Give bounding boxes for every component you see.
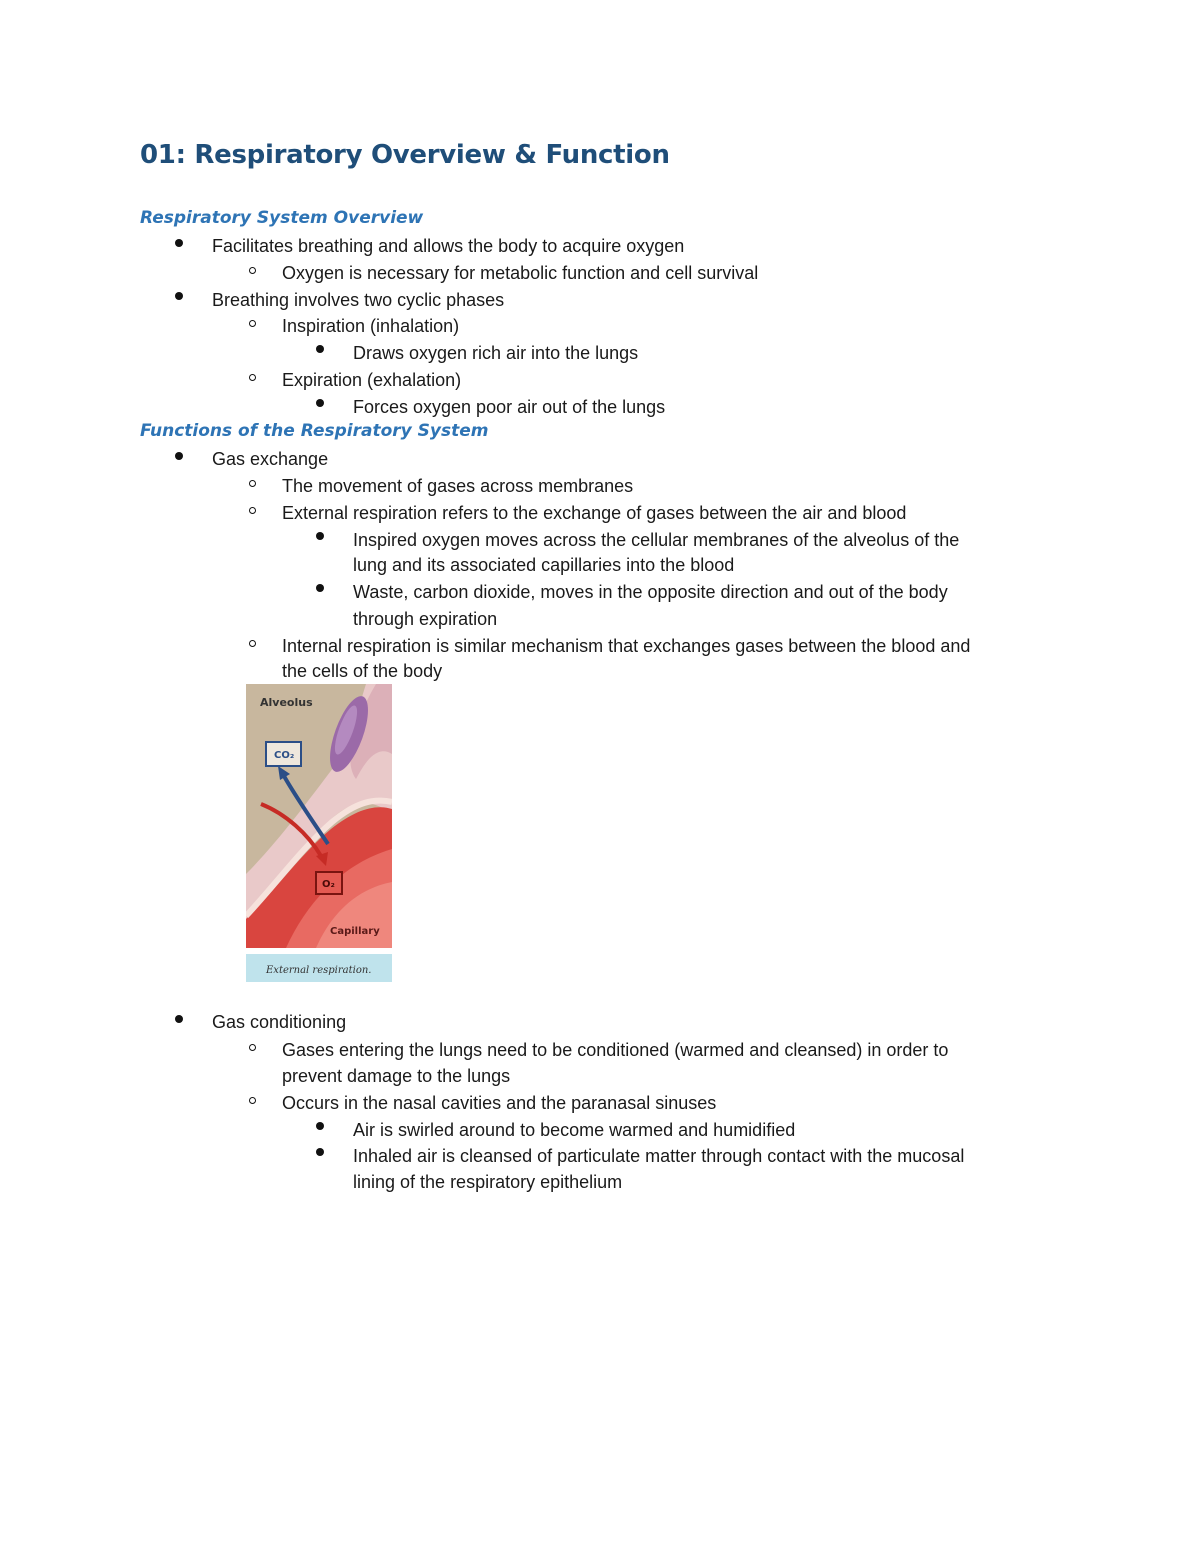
bullet-icon [175, 1015, 183, 1023]
alveolus-label: Alveolus [260, 696, 313, 709]
list-item: Gases entering the lungs need to be conditioned (warmed and cleansed) in order to [282, 1040, 949, 1060]
circle-bullet-icon [249, 320, 256, 327]
bullet-icon [175, 239, 183, 247]
circle-bullet-icon [249, 1044, 256, 1051]
list-item-continued: the cells of the body [282, 661, 443, 681]
list-item: Facilitates breathing and allows the body to acquire oxygen [212, 236, 685, 256]
external-respiration-figure [246, 684, 392, 982]
list-item: Forces oxygen poor air out of the lungs [353, 397, 666, 417]
co2-label: CO₂ [274, 750, 295, 761]
list-item-continued: lung and its associated capillaries into the blood [353, 555, 735, 575]
bullet-icon [316, 584, 324, 592]
list-item: Gas exchange [212, 449, 329, 469]
page-title: 01: Respiratory Overview & Function [140, 140, 670, 170]
figure-caption: External respiration. [266, 965, 372, 976]
list-item-continued: prevent damage to the lungs [282, 1066, 511, 1086]
circle-bullet-icon [249, 374, 256, 381]
section-heading-overview: Respiratory System Overview [140, 208, 424, 228]
list-item-continued: lining of the respiratory epithelium [353, 1172, 623, 1192]
list-item: External respiration refers to the exchange of gases between the air and blood [282, 503, 907, 523]
circle-bullet-icon [249, 1097, 256, 1104]
list-item: Occurs in the nasal cavities and the paranasal sinuses [282, 1093, 717, 1113]
list-item: Inspired oxygen moves across the cellular membranes of the alveolus of the [353, 530, 960, 550]
list-item: Expiration (exhalation) [282, 370, 462, 390]
list-item: Oxygen is necessary for metabolic function and cell survival [282, 263, 759, 283]
o2-label: O₂ [322, 879, 335, 890]
bullet-icon [175, 292, 183, 300]
list-item: Draws oxygen rich air into the lungs [353, 343, 639, 363]
circle-bullet-icon [249, 507, 256, 514]
list-item-continued: through expiration [353, 609, 498, 629]
bullet-icon [316, 532, 324, 540]
bullet-icon [316, 399, 324, 407]
bullet-icon [316, 1122, 324, 1130]
bullet-icon [316, 1148, 324, 1156]
list-item: Breathing involves two cyclic phases [212, 290, 505, 310]
capillary-label: Capillary [330, 926, 380, 937]
list-item: Inhaled air is cleansed of particulate matter through contact with the mucosal [353, 1146, 965, 1166]
list-item: Gas conditioning [212, 1012, 347, 1032]
list-item: Waste, carbon dioxide, moves in the opposite direction and out of the body [353, 582, 948, 602]
section-heading-functions: Functions of the Respiratory System [140, 421, 489, 441]
list-item: Inspiration (inhalation) [282, 316, 460, 336]
circle-bullet-icon [249, 640, 256, 647]
bullet-icon [316, 345, 324, 353]
list-item: The movement of gases across membranes [282, 476, 634, 496]
list-item: Internal respiration is similar mechanism that exchanges gases between the blood and [282, 636, 971, 656]
alveolus-capillary-illustration [246, 684, 392, 982]
circle-bullet-icon [249, 480, 256, 487]
bullet-icon [175, 452, 183, 460]
list-item: Air is swirled around to become warmed and humidified [353, 1120, 796, 1140]
circle-bullet-icon [249, 267, 256, 274]
